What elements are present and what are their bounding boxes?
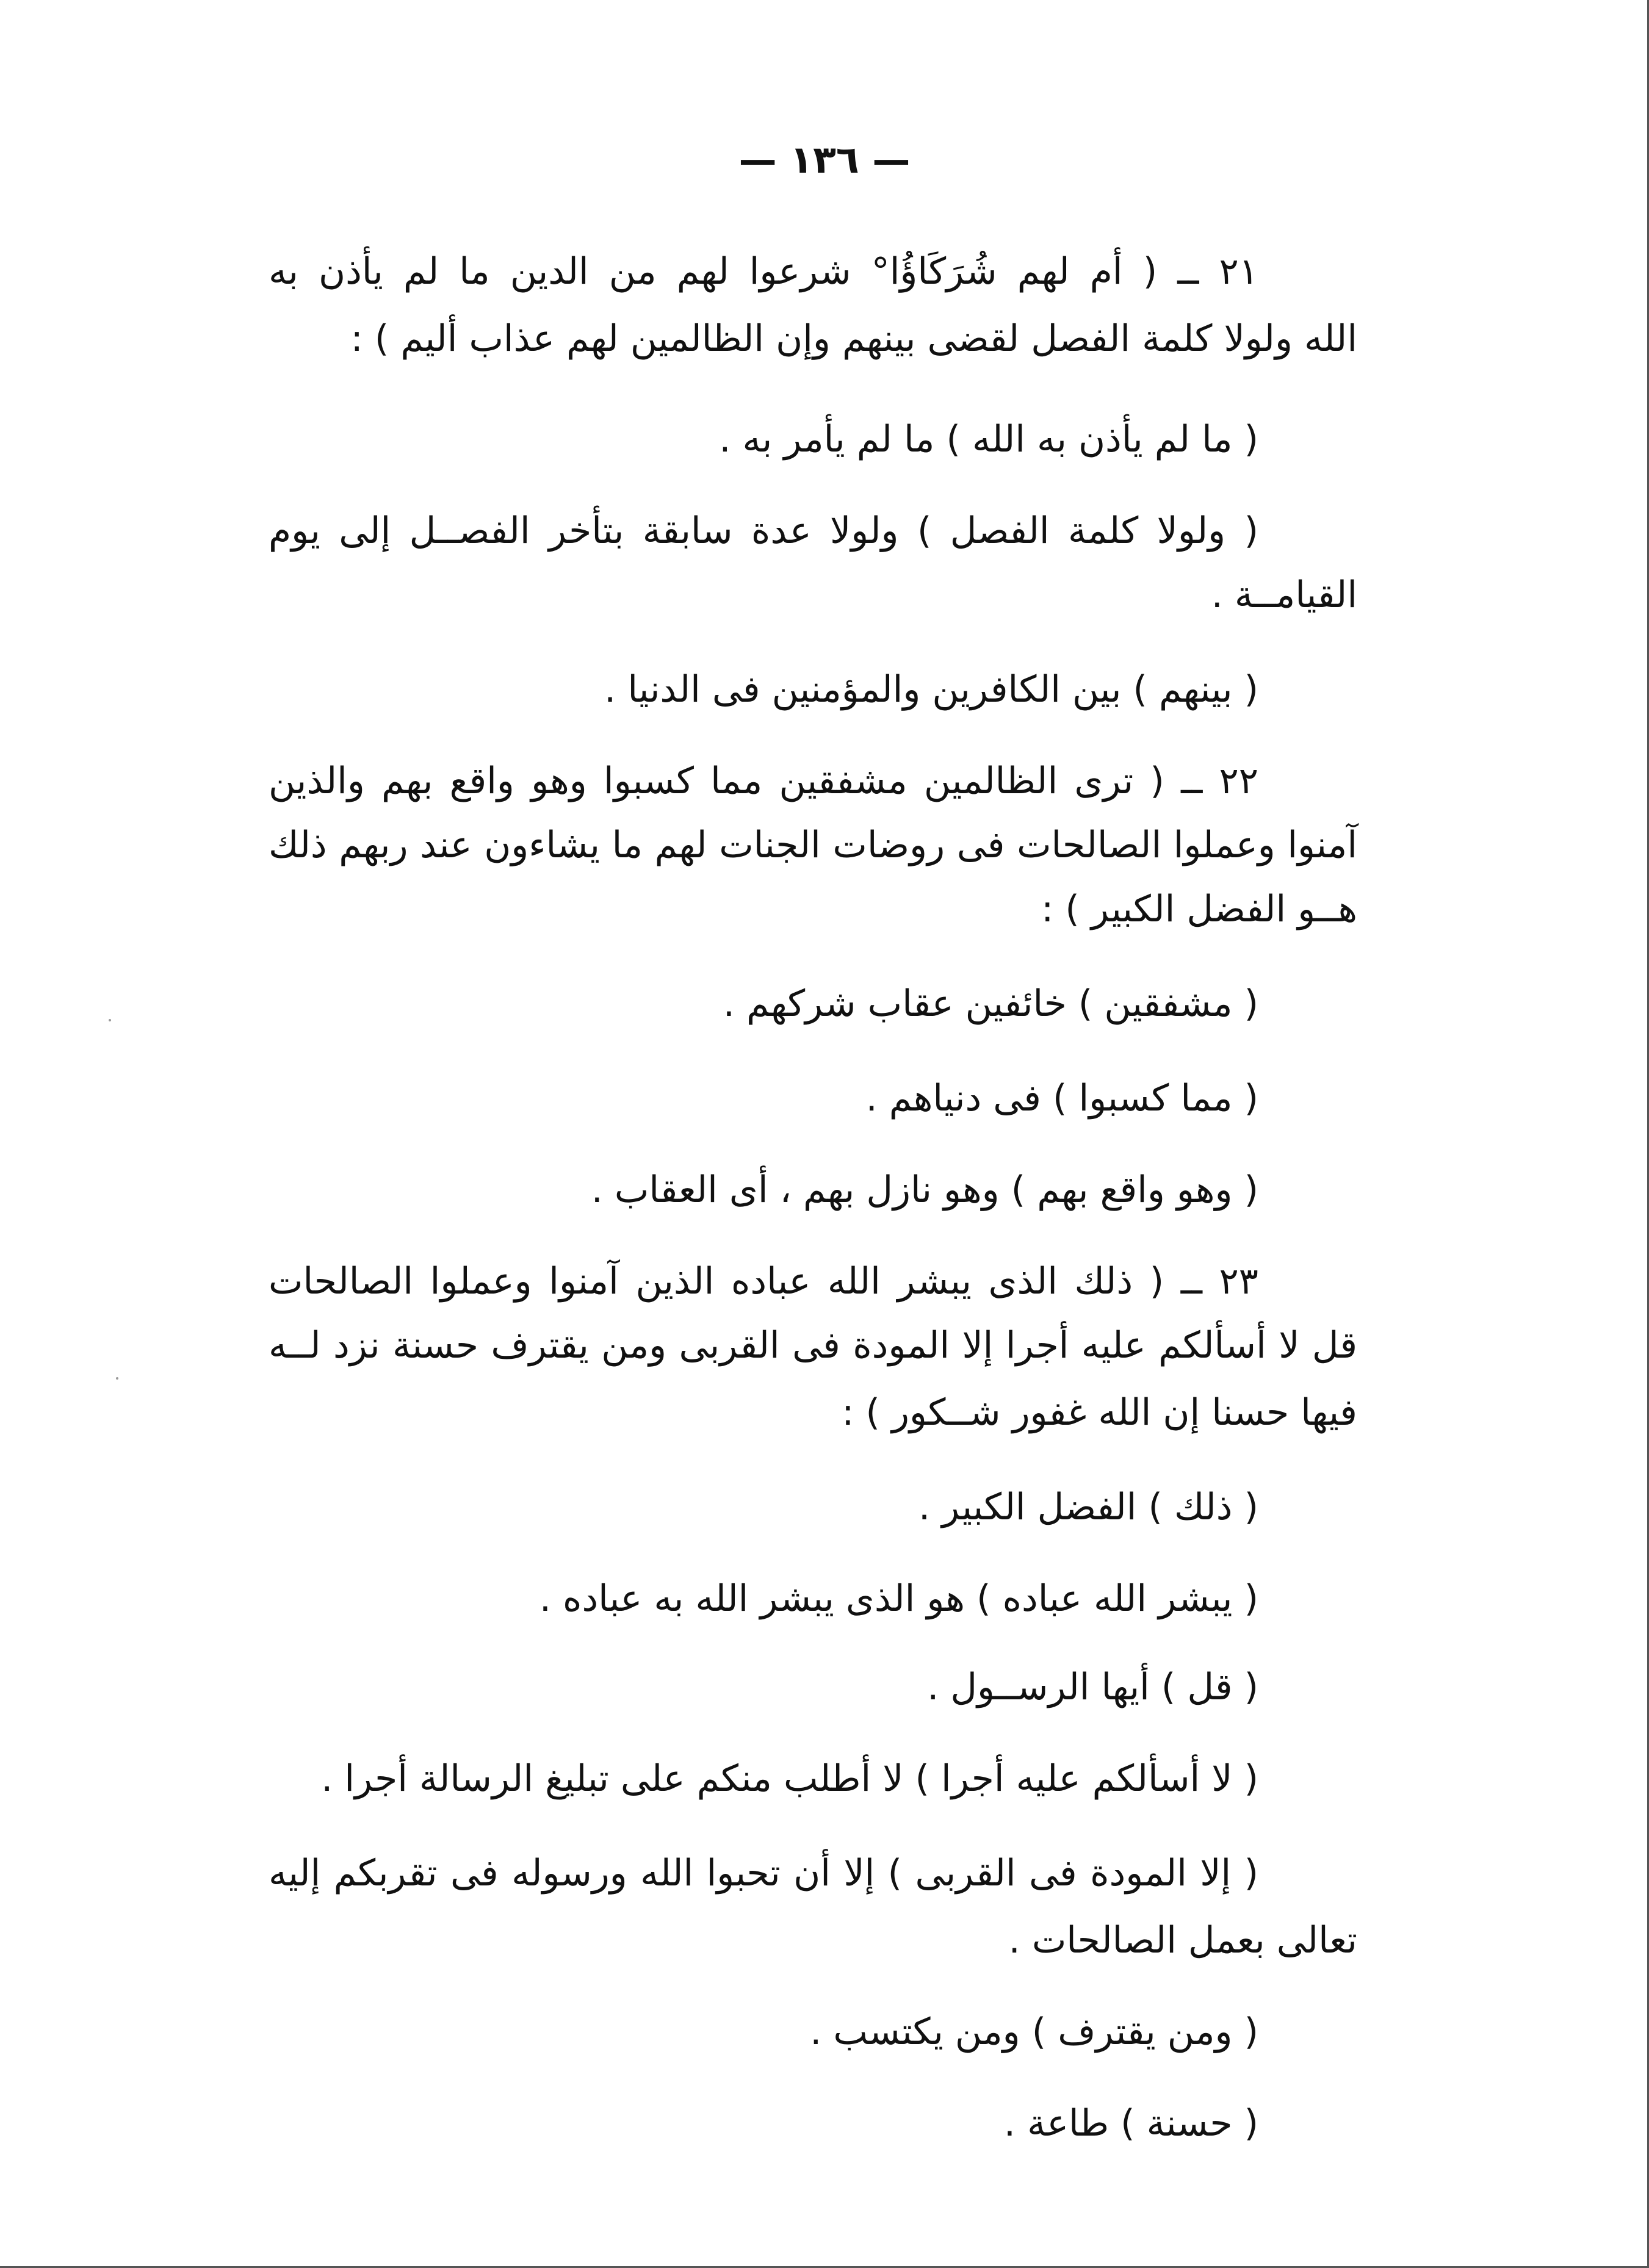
text-line: ( مما كسبوا ) فى دنياهم .: [865, 1077, 1258, 1120]
text-line: ( ومن يقترف ) ومن يكتسب .: [810, 2011, 1258, 2053]
text-line: آمنوا وعملوا الصالحات فى روضات الجنات لهم ما يشاءون عند ربهم ذلك: [269, 824, 1357, 866]
text-line: ( ما لم يأذن به الله ) ما لم يأمر به .: [719, 418, 1258, 461]
text-line: ( يبشر الله عباده ) هو الذى يبشر الله به عباده .: [539, 1577, 1258, 1620]
text-line: ( حسنة ) طاعة .: [1003, 2102, 1258, 2145]
text-line: ( قل ) أيها الرســول .: [927, 1666, 1258, 1708]
text-line: ( ذلك ) الفضل الكبير .: [918, 1486, 1258, 1528]
text-line: ( ولولا كلمة الفصل ) ولولا عدة سابقة بتأخر الفصــل إلى يوم: [269, 509, 1258, 552]
text-line: ٢٣ ــ ( ذلك الذى يبشر الله عباده الذين آمنوا وعملوا الصالحات: [269, 1260, 1258, 1303]
page-number: — ١٣٦ —: [738, 137, 911, 182]
text-line: ٢١ ــ ( أم لهم شُرَكَاؤُا° شرعوا لهم من الدين ما لم يأذن به: [269, 250, 1258, 293]
text-line: تعالى بعمل الصالحات .: [1008, 1919, 1357, 1962]
text-line: ٢٢ ــ ( ترى الظالمين مشفقين مما كسبوا وهو واقع بهم والذين: [269, 760, 1258, 802]
text-line: ( وهو واقع بهم ) وهو نازل بهم ، أى العقاب .: [591, 1168, 1258, 1211]
text-line: ( مشفقين ) خائفين عقاب شركهم .: [723, 982, 1258, 1025]
text-line: هــو الفضل الكبير ) :: [1041, 888, 1357, 931]
text-line: قل لا أسألكم عليه أجرا إلا المودة فى القربى ومن يقترف حسنة نزد لــه: [269, 1324, 1357, 1367]
text-line: ( بينهم ) بين الكافرين والمؤمنين فى الدنيا .: [604, 668, 1258, 711]
text-line: القيامــة .: [1211, 574, 1357, 616]
text-line: ( إلا المودة فى القربى ) إلا أن تحبوا الله ورسوله فى تقربكم إليه: [269, 1852, 1258, 1895]
text-line: الله ولولا كلمة الفصل لقضى بينهم وإن الظالمين لهم عذاب أليم ) :: [350, 317, 1357, 360]
text-line: فيها حسنا إن الله غفور شــكور ) :: [842, 1391, 1357, 1434]
text-line: ( لا أسألكم عليه أجرا ) لا أطلب منكم على تبليغ الرسالة أجرا .: [321, 1757, 1258, 1800]
scan-speck: [116, 1377, 118, 1380]
